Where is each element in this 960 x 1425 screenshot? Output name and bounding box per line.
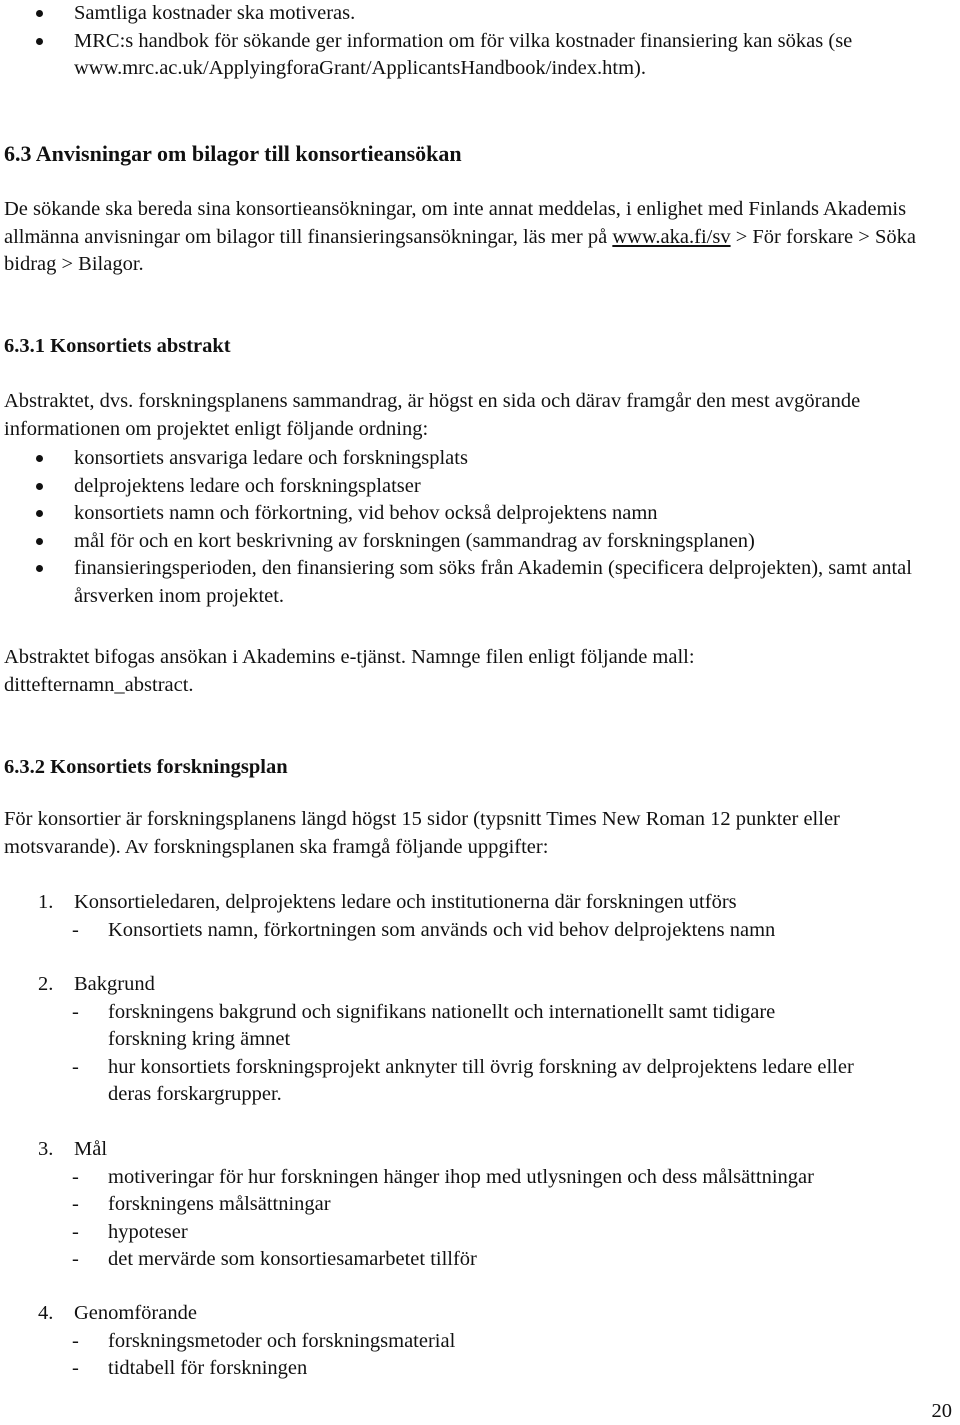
research-plan-intro: För konsortier är forskningsplanens längd högst 15 sidor (typsnitt Times New Roman 12 punkter eller motsvarande). Av forskningsplanen ska framgå följande uppgifter:	[4, 808, 840, 858]
section-6-3-paragraph: De sökande ska bereda sina konsortieansökningar, om inte annat meddelas, i enlighet med Finlands Akademis allmänna anvisningar om bilagor till finansieringsansökningar, läs mer på www.aka.fi/sv > För forskare > Söka bidrag > Bilagor.	[4, 198, 916, 275]
list-item: - Konsortiets namn, förkortningen som används och vid behov delprojektens namn	[4, 917, 954, 945]
numbered-item-1: 1. Konsortieledaren, delprojektens ledare och institutionerna där forskningen utförs - Konsortiets namn, förkortningen som används och vid behov delprojektens namn	[4, 889, 954, 944]
list-item: - hur konsortiets forskningsprojekt anknyter till övrig forskning av delprojektens ledare eller deras forskargrupper.	[4, 1054, 854, 1109]
list-item: - hypoteser	[4, 1219, 954, 1247]
sub-list	[4, 1164, 954, 1274]
sub-list	[4, 1328, 954, 1383]
list-item: konsortiets ansvariga ledare och forskningsplats	[4, 445, 954, 473]
list-item: Samtliga kostnader ska motiveras.	[4, 0, 949, 28]
list-item: - forskningens målsättningar	[4, 1191, 954, 1219]
document-page	[4, 0, 954, 1425]
sub-list	[4, 917, 954, 945]
page-number: 20	[931, 1399, 952, 1422]
item-title: Konsortieledaren, delprojektens ledare och institutionerna där forskningen utförs	[74, 891, 737, 913]
list-item: - det mervärde som konsortiesamarbetet tillför	[4, 1246, 954, 1274]
numbered-item-3: 3. Mål - motiveringar för hur forskningen hänger ihop med utlysningen och dess målsättningar - forskningens målsättningar - hypoteser - det mervärde som konsortiesamarbetet tillför	[4, 1136, 954, 1274]
section-heading-6-3-2: 6.3.2 Konsortiets forskningsplan	[4, 756, 288, 778]
numbered-item-2: 2. Bakgrund - forskningens bakgrund och signifikans nationellt och internationellt samt tidigare forskning kring ämnet - hur konsortiets forskningsprojekt anknyter till övrig forskning av delprojektens ledare eller deras forskargrupper.	[4, 971, 954, 1109]
item-title: Mål	[74, 1138, 108, 1160]
numbered-item-4: 4. Genomförande - forskningsmetoder och forskningsmaterial - tidtabell för forskningen	[4, 1300, 954, 1383]
section-heading-6-3-1: 6.3.1 Konsortiets abstrakt	[4, 335, 231, 357]
list-item: - forskningens bakgrund och signifikans nationellt och internationellt samt tidigare forskning kring ämnet	[4, 999, 854, 1054]
list-item: - motiveringar för hur forskningen hänger ihop med utlysningen och dess målsättningar	[4, 1164, 954, 1192]
list-item: delprojektens ledare och forskningsplatser	[4, 473, 954, 501]
abstract-bullet-list	[4, 445, 954, 610]
mrc-link[interactable]: www.mrc.ac.uk/ApplyingforaGrant/ApplicantsHandbook/index.htm	[74, 57, 635, 79]
section-heading-6-3: 6.3 Anvisningar om bilagor till konsortieansökan	[4, 141, 462, 166]
aka-link[interactable]: www.aka.fi/sv	[612, 225, 731, 248]
item-title: Bakgrund	[74, 973, 155, 995]
list-item: - tidtabell för forskningen	[4, 1355, 954, 1383]
list-item: mål för och en kort beskrivning av forskningen (sammandrag av forskningsplanen)	[4, 528, 954, 556]
top-bullet-list	[4, 0, 949, 83]
list-item: konsortiets namn och förkortning, vid behov också delprojektens namn	[4, 500, 954, 528]
abstract-closing: Abstraktet bifogas ansökan i Akademins e-tjänst. Namnge filen enligt följande mall: dittefternamn_abstract.	[4, 646, 695, 696]
list-item: finansieringsperioden, den finansiering som söks från Akademin (specificera delprojekten), samt antal årsverken inom projektet.	[4, 555, 954, 610]
abstract-intro: Abstraktet, dvs. forskningsplanens sammandrag, är högst en sida och därav framgår den mest avgörande informationen om projektet enligt följande ordning:	[4, 390, 861, 440]
list-item: - forskningsmetoder och forskningsmaterial	[4, 1328, 954, 1356]
item-title: Genomförande	[74, 1302, 197, 1324]
sub-list	[4, 999, 854, 1109]
list-item: MRC:s handbok för sökande ger information om för vilka kostnader finansiering kan sökas (se www.mrc.ac.uk/ApplyingforaGrant/ApplicantsHandbook/index.htm).	[4, 28, 949, 83]
